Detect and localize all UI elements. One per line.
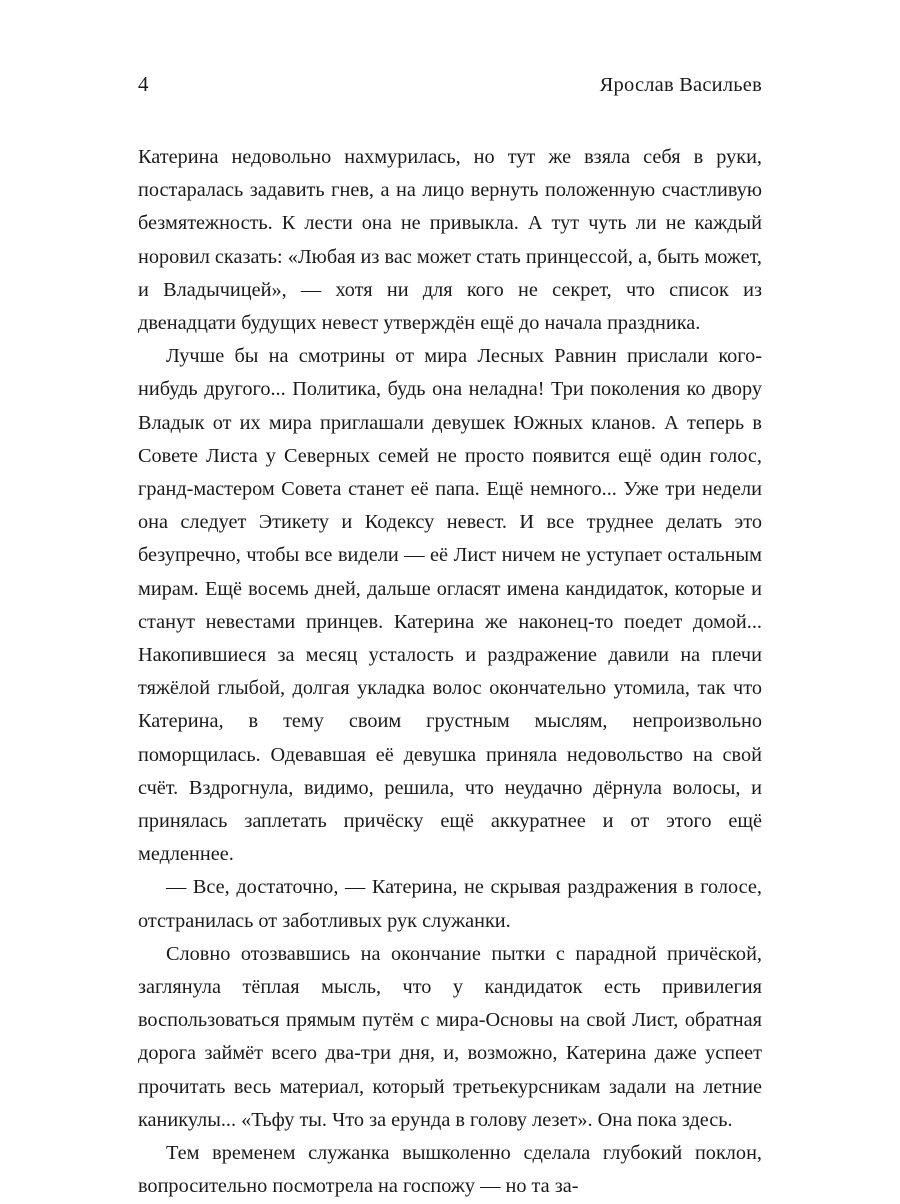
paragraph: Катерина недовольно нахмурилась, но тут же взяла себя в руки, постаралась задавить гнев, а на лицо вернуть положенную счастливую безмятежность. К лести она не привыкла. А тут чуть ли не каждый норовил сказать: «Любая из вас может стать принцессой, а, быть может, и Владычицей», — хотя ни для кого не секрет, что список из двенадцати будущих невест утверждён ещё до начала праздника. xyxy=(138,146,762,335)
paragraph: Словно отозвавшись на окончание пытки с парадной причёской, заглянула тёплая мысль, что у кандидаток есть привилегия воспользоваться прямым путём с мира-Основы на свой Лист, обратная дорога займёт всего два-три дня, и, возможно, Катерина даже успеет прочитать весь материал, который третьекурсникам задали на летние каникулы... «Тьфу ты. Что за ерунда в голову лезет». Она пока здесь. xyxy=(138,942,762,1131)
running-head-author: Ярослав Васильев xyxy=(599,74,762,96)
page-number: 4 xyxy=(138,72,149,96)
paragraph: Лучше бы на смотрины от мира Лесных Равнин прислали кого-нибудь другого... Политика, будь она неладна! Три поколения ко двору Владык от их мира приглашали девушек Южных кланов. А теперь в Совете Листа у Северных семей не просто появится ещё один голос, гранд-мастером Совета станет её папа. Ещё немного... Уже три недели она следует Этикету и Кодексу невест. И все труднее делать это безупречно, чтобы все видели — её Лист ничем не уступает остальным мирам. Ещё восемь дней, дальше огласят имена кандидаток, которые и станут невестами принцев. Катерина же наконец-то поедет домой... Накопившиеся за месяц усталость и раздражение давили на плечи тяжёлой глыбой, долгая укладка волос окончательно утомила, так что Катерина, в тему своим грустным мыслям, непроизвольно поморщилась. Одевавшая её девушка приняла недовольство на свой счёт. Вздрогнула, видимо, решила, что неудачно дёрнула волосы, и принялась заплетать причёску ещё аккуратнее и от этого ещё медленнее. xyxy=(138,345,762,866)
paragraph: — Все, достаточно, — Катерина, не скрывая раздражения в голосе, отстранилась от заботливых рук служанки. xyxy=(138,876,762,932)
running-head xyxy=(138,72,762,97)
body-text xyxy=(138,141,762,1204)
paragraph: Тем временем служанка вышколенно сделала глубокий поклон, вопросительно посмотрела на госпожу — но та за- xyxy=(138,1142,762,1198)
